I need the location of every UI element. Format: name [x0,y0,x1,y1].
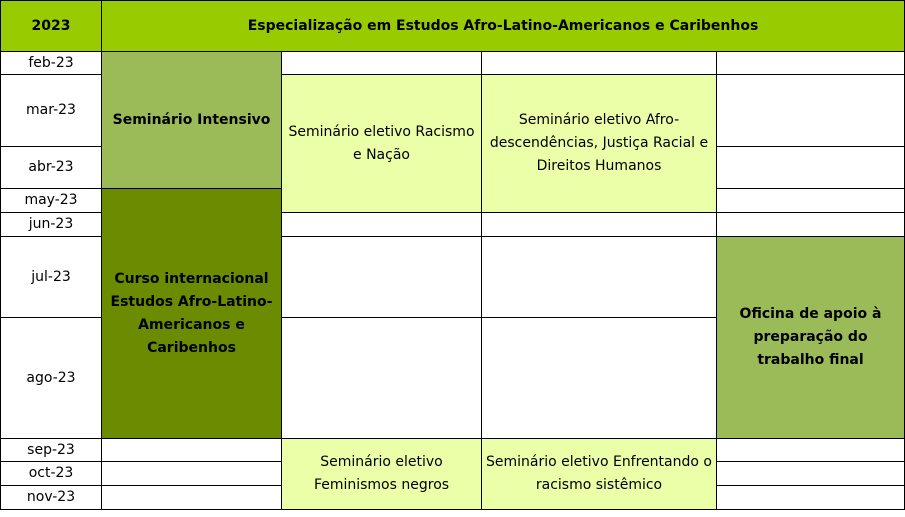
empty-cell [482,237,717,318]
month-label-jun: jun-23 [0,213,102,237]
empty-cell [717,213,905,237]
empty-cell [717,52,905,75]
program-title-header: Especialização em Estudos Afro-Latino-Americanos e Caribenhos [102,0,905,52]
empty-cell [102,462,282,486]
month-label-mar: mar-23 [0,75,102,147]
empty-cell [482,52,717,75]
empty-cell [717,75,905,147]
empty-cell [482,213,717,237]
empty-cell [102,439,282,462]
month-label-ago: ago-23 [0,318,102,439]
empty-cell [102,486,282,510]
block-racismo-nacao: Seminário eletivo Racismo e Nação [282,75,482,213]
month-label-oct: oct-23 [0,462,102,486]
block-afrodescendencias: Seminário eletivo Afro-descendências, Justiça Racial e Direitos Humanos [482,75,717,213]
empty-cell [282,213,482,237]
month-label-feb: feb-23 [0,52,102,75]
month-label-may: may-23 [0,189,102,213]
block-oficina: Oficina de apoio à preparação do trabalho final [717,237,905,439]
empty-cell [717,439,905,462]
empty-cell [282,237,482,318]
empty-cell [717,147,905,189]
block-enfrentando-racismo: Seminário eletivo Enfrentando o racismo sistêmico [482,439,717,510]
empty-cell [482,318,717,439]
empty-cell [717,189,905,213]
month-label-abr: abr-23 [0,147,102,189]
block-curso-internacional: Curso internacional Estudos Afro-Latino-Americanos e Caribenhos [102,189,282,439]
year-header: 2023 [0,0,102,52]
empty-cell [282,52,482,75]
month-label-nov: nov-23 [0,486,102,510]
block-feminismos-negros: Seminário eletivo Feminismos negros [282,439,482,510]
month-label-jul: jul-23 [0,237,102,318]
month-label-sep: sep-23 [0,439,102,462]
block-seminario-intensivo: Seminário Intensivo [102,52,282,189]
empty-cell [717,462,905,486]
empty-cell [282,318,482,439]
empty-cell [717,486,905,510]
